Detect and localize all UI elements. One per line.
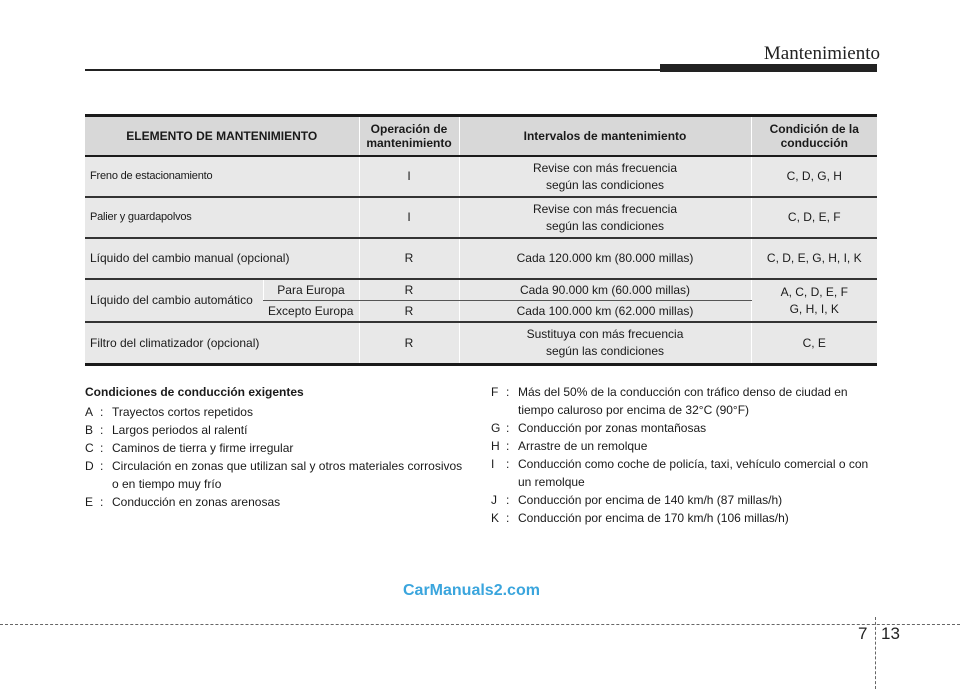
footer-rule <box>0 624 960 625</box>
row-item: Líquido del cambio automático <box>85 279 263 322</box>
conditions-left <box>85 383 465 511</box>
maintenance-table <box>85 114 877 366</box>
condition-letter: D <box>85 459 94 473</box>
watermark-link[interactable]: CarManuals2.com <box>403 582 540 599</box>
condition-text: Conducción por zonas montañosas <box>518 421 707 435</box>
row-interval: Cada 100.000 km (62.000 millas) <box>459 301 751 323</box>
condition-text: Circulación en zonas que utilizan sal y otros materiales corrosivos o en tiempo muy frío <box>112 459 463 491</box>
condition-item: A : Trayectos cortos repetidos <box>85 403 465 421</box>
condition-item: J : Conducción por encima de 140 km/h (87 millas/h) <box>491 491 871 509</box>
row-operation: R <box>359 322 459 365</box>
condition-letter: J <box>491 493 497 507</box>
row-interval: Cada 90.000 km (60.000 millas) <box>459 279 751 301</box>
row-item: Líquido del cambio manual (opcional) <box>85 238 359 279</box>
condition-item: D : Circulación en zonas que utilizan sal y otros materiales corrosivos o en tiempo muy frío <box>85 457 465 493</box>
condition-item: F : Más del 50% de la conducción con tráfico denso de ciudad en tiempo caluroso por encima de 32°C (90°F) <box>491 383 871 419</box>
row-interval: Sustituya con más frecuencia según las condiciones <box>459 322 751 365</box>
condition-letter: H <box>491 439 500 453</box>
condition-text: Caminos de tierra y firme irregular <box>112 441 294 455</box>
header-operation: Operación de mantenimiento <box>359 116 459 157</box>
condition-text: Trayectos cortos repetidos <box>112 405 253 419</box>
row-interval: Revise con más frecuencia según las condiciones <box>459 197 751 238</box>
row-item: Freno de estacionamiento <box>85 156 359 197</box>
condition-item: B : Largos periodos al ralentí <box>85 421 465 439</box>
condition-text: Conducción por encima de 140 km/h (87 millas/h) <box>518 493 783 507</box>
condition-letter: K <box>491 511 500 525</box>
row-condition: A, C, D, E, F G, H, I, K <box>751 279 877 322</box>
row-region: Excepto Europa <box>263 301 359 323</box>
condition-item: H : Arrastre de un remolque <box>491 437 871 455</box>
condition-letter: I <box>491 457 495 471</box>
condition-text: Largos periodos al ralentí <box>112 423 248 437</box>
row-condition: C, D, G, H <box>751 156 877 197</box>
condition-item: G : Conducción por zonas montañosas <box>491 419 871 437</box>
header-bar <box>660 64 877 72</box>
row-interval: Revise con más frecuencia según las condiciones <box>459 156 751 197</box>
condition-item: I : Conducción como coche de policía, taxi, vehículo comercial o con un remolque <box>491 455 871 491</box>
row-interval: Cada 120.000 km (80.000 millas) <box>459 238 751 279</box>
condition-item: E : Conducción en zonas arenosas <box>85 493 465 511</box>
row-operation: R <box>359 238 459 279</box>
header-rule <box>85 69 661 71</box>
condition-text: Conducción por encima de 170 km/h (106 millas/h) <box>518 511 789 525</box>
header-condition: Condición de la conducción <box>751 116 877 157</box>
page-number: 13 <box>881 624 900 643</box>
row-condition: C, D, E, F <box>751 197 877 238</box>
row-operation: I <box>359 156 459 197</box>
row-operation: R <box>359 279 459 301</box>
condition-item: K : Conducción por encima de 170 km/h (106 millas/h) <box>491 509 871 527</box>
condition-letter: G <box>491 421 501 435</box>
condition-text: Conducción como coche de policía, taxi, vehículo comercial o con un remolque <box>518 457 869 489</box>
condition-text: Conducción en zonas arenosas <box>112 495 281 509</box>
conditions-title: Condiciones de conducción exigentes <box>85 385 304 399</box>
row-condition: C, E <box>751 322 877 365</box>
header-interval: Intervalos de mantenimiento <box>459 116 751 157</box>
table-header-row <box>85 116 877 157</box>
section-title: Mantenimiento <box>763 43 880 64</box>
condition-letter: C <box>85 441 94 455</box>
row-region: Para Europa <box>263 279 359 301</box>
conditions-right <box>491 383 871 527</box>
row-item: Palier y guardapolvos <box>85 197 359 238</box>
table-row <box>85 156 877 197</box>
condition-letter: F <box>491 385 499 399</box>
table-row <box>85 322 877 365</box>
table-row <box>85 279 877 301</box>
condition-letter: B <box>85 423 94 437</box>
row-operation: R <box>359 301 459 323</box>
table-row <box>85 197 877 238</box>
header-item: ELEMENTO DE MANTENIMIENTO <box>85 116 359 157</box>
condition-item: C : Caminos de tierra y firme irregular <box>85 439 465 457</box>
condition-text: Más del 50% de la conducción con tráfico denso de ciudad en tiempo caluroso por encima de 32°C (90°F) <box>518 385 848 417</box>
condition-letter: E <box>85 495 94 509</box>
row-operation: I <box>359 197 459 238</box>
condition-letter: A <box>85 405 94 419</box>
footer-divider <box>875 617 876 689</box>
condition-text: Arrastre de un remolque <box>518 439 648 453</box>
row-condition: C, D, E, G, H, I, K <box>751 238 877 279</box>
chapter-number: 7 <box>858 624 868 643</box>
row-item: Filtro del climatizador (opcional) <box>85 322 359 365</box>
table-row <box>85 238 877 279</box>
